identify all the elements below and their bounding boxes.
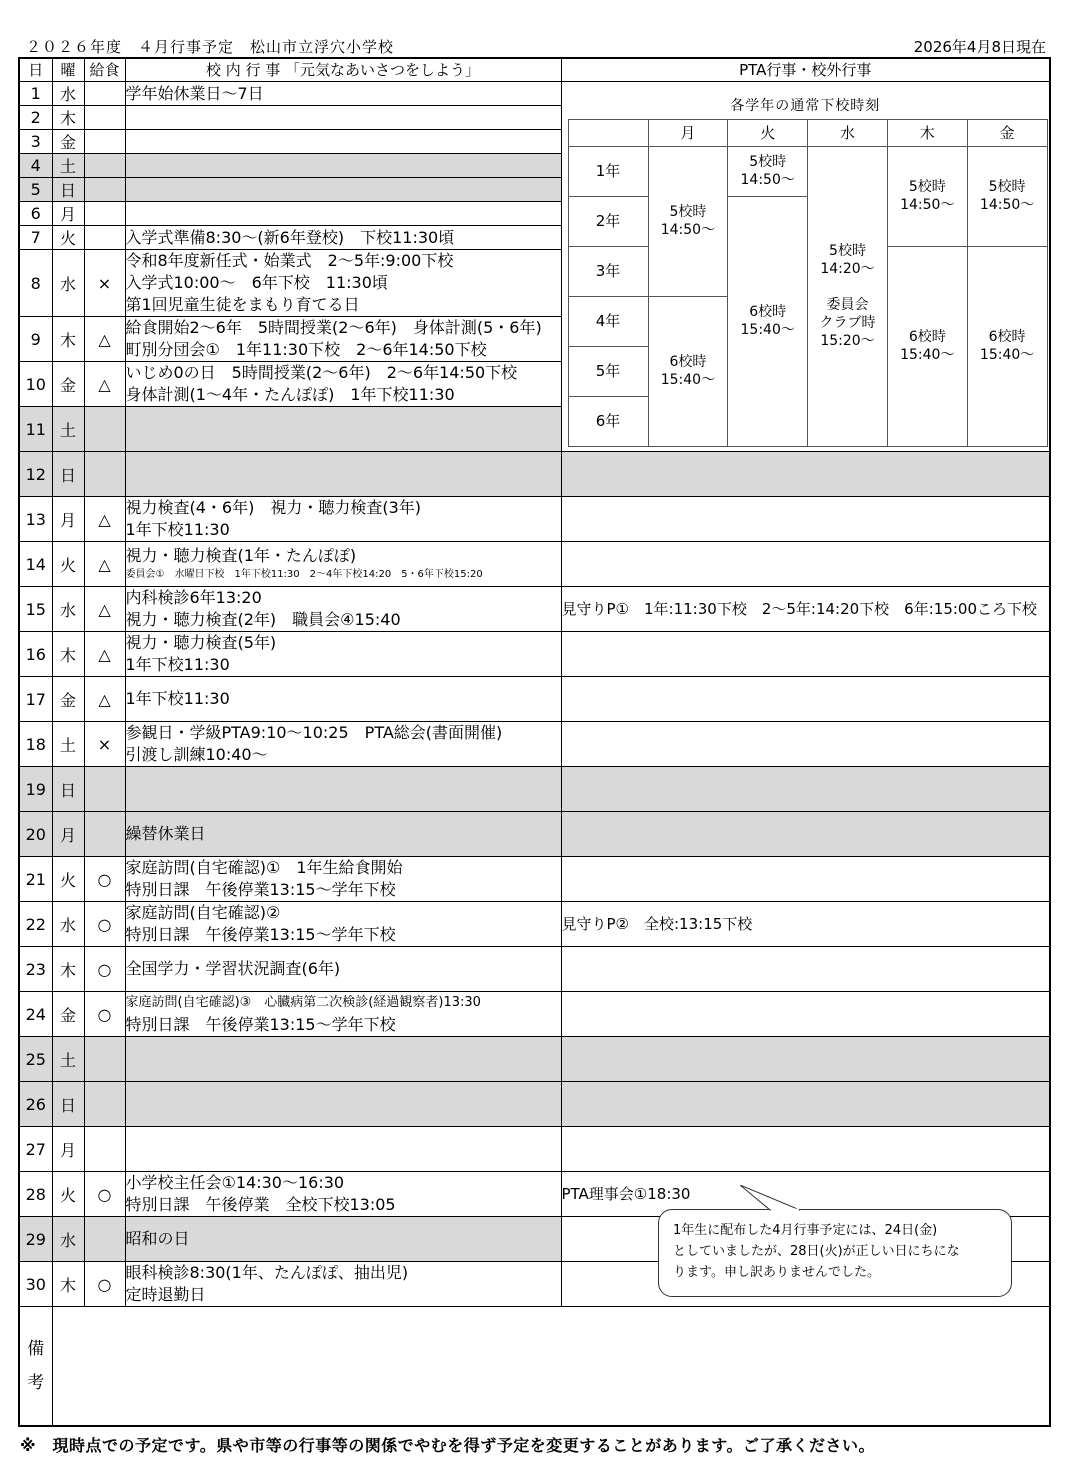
day-cell: 6 (19, 202, 52, 226)
lunch-cell: △ (84, 587, 125, 632)
thu-upper (887, 146, 967, 246)
table-row (19, 812, 1050, 857)
pta-cell (561, 1082, 1050, 1127)
timetable-weekday: 月 (648, 119, 728, 146)
event-text: 第1回児童生徒をまもり育てる日 (125, 295, 360, 314)
table-row (19, 1037, 1050, 1082)
event-cell (125, 154, 561, 178)
event-cell (125, 497, 561, 542)
timetable-text: 15:40～ (900, 347, 955, 363)
weekday-cell: 土 (52, 407, 84, 452)
event-text: いじめ0の日 5時間授業(2～6年) 2～6年14:50下校 (125, 363, 518, 382)
timetable-text: 5校時 (749, 154, 787, 170)
lunch-cell (84, 226, 125, 250)
col-weekday: 曜 (52, 58, 84, 82)
as-of-date: 2026年4月8日現在 (913, 38, 1046, 56)
col-events: 校 内 行 事 「元気なあいさつをしよう」 (125, 58, 561, 82)
event-cell (125, 1172, 561, 1217)
day-cell: 22 (19, 902, 52, 947)
weekday-cell: 火 (52, 542, 84, 587)
weekday-cell: 月 (52, 812, 84, 857)
lunch-cell: × (84, 722, 125, 767)
event-text: 入学式準備8:30～(新6年登校) 下校11:30頃 (125, 227, 455, 247)
weekday-cell: 水 (52, 902, 84, 947)
event-text: 内科検診6年13:20 (125, 588, 262, 607)
mon-upper (648, 146, 728, 296)
table-row (19, 677, 1050, 722)
lunch-cell (84, 452, 125, 497)
event-text: 家庭訪問(自宅確認)② (125, 903, 281, 922)
pta-cell (561, 632, 1050, 677)
event-text: 1年下校11:30 (125, 655, 230, 674)
day-cell: 10 (19, 362, 52, 407)
event-text: 昭和の日 (125, 1229, 190, 1248)
event-text: 入学式10:00～ 6年下校 11:30頃 (125, 273, 388, 292)
timetable-weekday: 火 (728, 119, 808, 146)
weekday-cell: 木 (52, 632, 84, 677)
day-cell: 2 (19, 106, 52, 130)
event-text: 家庭訪問(自宅確認)③ 心臓病第二次検診(経過観察者)13:30 (125, 995, 481, 1010)
remarks-label-char: 考 (27, 1373, 45, 1393)
callout-line: ります。申し訳ありませんでした。 (673, 1265, 880, 1280)
pta-cell (561, 677, 1050, 722)
timetable-text: 6校時 (988, 329, 1026, 345)
event-cell (125, 407, 561, 452)
timetable-text: 14:50～ (900, 197, 955, 213)
weekday-cell: 木 (52, 106, 84, 130)
day-cell: 7 (19, 226, 52, 250)
event-cell (125, 947, 561, 992)
day-cell: 8 (19, 250, 52, 317)
timetable-text: 15:40～ (979, 347, 1035, 363)
event-text: 視力検査(4・6年) 視力・聴力検査(3年) (125, 498, 422, 517)
event-text: 令和8年度新任式・始業式 2～5年:9:00下校 (125, 251, 454, 270)
lunch-cell (84, 767, 125, 812)
day-cell: 1 (19, 82, 52, 106)
grade-label: 3年 (568, 246, 648, 296)
weekday-cell: 木 (52, 1262, 84, 1307)
day-cell: 13 (19, 497, 52, 542)
weekday-cell: 金 (52, 362, 84, 407)
timetable-weekday: 金 (967, 119, 1047, 146)
weekday-cell: 金 (52, 130, 84, 154)
timetable-text: 6校時 (669, 354, 707, 370)
table-row (19, 1082, 1050, 1127)
table-row (19, 767, 1050, 812)
weekday-cell: 水 (52, 1217, 84, 1262)
event-cell (125, 1217, 561, 1262)
lunch-cell (84, 1127, 125, 1172)
grade-label: 6年 (568, 396, 648, 446)
lunch-cell: ○ (84, 857, 125, 902)
tue-lower (728, 196, 808, 446)
timetable-text: 14:50～ (660, 222, 716, 238)
dismissal-timetable (568, 119, 1048, 447)
table-row (19, 722, 1050, 767)
timetable-text: クラブ時 (819, 315, 876, 331)
callout-tail (740, 1185, 800, 1215)
weekday-cell: 月 (52, 202, 84, 226)
col-day: 日 (19, 58, 52, 82)
day-cell: 17 (19, 677, 52, 722)
event-cell (125, 82, 561, 106)
callout-line: としていましたが、28日(火)が正しい日にちにな (673, 1244, 960, 1259)
day-cell: 29 (19, 1217, 52, 1262)
correction-callout (658, 1209, 1012, 1297)
event-cell (125, 902, 561, 947)
event-subnote: 委員会① 水曜日下校 1年下校11:30 2～4年下校14:20 5・6年下校15:20 (125, 569, 483, 580)
lunch-cell: ○ (84, 947, 125, 992)
weekday-cell: 土 (52, 722, 84, 767)
timetable-corner (568, 119, 648, 146)
fri-upper (967, 146, 1047, 246)
timetable-text: 5校時 (988, 179, 1026, 195)
pta-cell (561, 722, 1050, 767)
day-cell: 4 (19, 154, 52, 178)
day-cell: 5 (19, 178, 52, 202)
weekday-cell: 土 (52, 154, 84, 178)
pta-text: 見守りP① 1年:11:30下校 2～5年:14:20下校 6年:15:00ころ下校 (561, 600, 1038, 618)
weekday-cell: 月 (52, 1127, 84, 1172)
event-text: 1年下校11:30 (125, 520, 230, 539)
event-text: 特別日課 午後停業 全校下校13:05 (125, 1195, 396, 1214)
event-text: 給食開始2～6年 5時間授業(2～6年) 身体計測(5・6年) (125, 318, 542, 337)
wed-cell (808, 146, 888, 446)
timetable-cell (561, 82, 1050, 452)
day-cell: 9 (19, 317, 52, 362)
event-cell (125, 812, 561, 857)
weekday-cell: 月 (52, 497, 84, 542)
event-text: 繰替休業日 (125, 824, 206, 843)
timetable-text: 14:20～ (820, 261, 875, 277)
event-cell (125, 178, 561, 202)
lunch-cell: ○ (84, 1262, 125, 1307)
event-text: 身体計測(1～4年・たんぽぽ) 1年下校11:30 (125, 385, 455, 404)
remarks-content (52, 1307, 1050, 1427)
timetable-text: 5校時 (908, 179, 946, 195)
event-cell (125, 992, 561, 1037)
event-cell (125, 362, 561, 407)
pta-cell (561, 587, 1050, 632)
pta-cell (561, 542, 1050, 587)
lunch-cell (84, 106, 125, 130)
event-cell (125, 106, 561, 130)
col-pta: PTA行事・校外行事 (561, 58, 1050, 82)
event-text: 定時退勤日 (125, 1285, 206, 1304)
lunch-cell (84, 82, 125, 106)
lunch-cell (84, 812, 125, 857)
timetable-text: 5校時 (669, 204, 707, 220)
day-cell: 11 (19, 407, 52, 452)
day-cell: 24 (19, 992, 52, 1037)
event-cell (125, 677, 561, 722)
timetable-text: 6校時 (749, 304, 787, 320)
grade-label: 4年 (568, 296, 648, 346)
event-cell (125, 1262, 561, 1307)
event-cell (125, 587, 561, 632)
pta-cell (561, 992, 1050, 1037)
event-text: 町別分団会① 1年11:30下校 2～6年14:50下校 (125, 340, 487, 359)
event-text: 視力・聴力検査(2年) 職員会④15:40 (125, 610, 401, 629)
weekday-cell: 日 (52, 452, 84, 497)
table-row (19, 82, 1050, 106)
event-cell (125, 632, 561, 677)
timetable-text: 5校時 (829, 243, 866, 259)
event-text: 参観日・学級PTA9:10～10:25 PTA総会(書面開催) (125, 723, 503, 742)
timetable-text: 14:50～ (740, 172, 795, 188)
timetable-title: 各学年の通常下校時刻 (730, 97, 881, 114)
table-row (19, 857, 1050, 902)
lunch-cell (84, 130, 125, 154)
event-text: 全国学力・学習状況調査(6年) (125, 959, 341, 978)
pta-cell (561, 452, 1050, 497)
lunch-cell: △ (84, 497, 125, 542)
weekday-cell: 金 (52, 992, 84, 1037)
fri-lower (967, 246, 1047, 446)
tue-upper (728, 146, 808, 196)
table-row (19, 632, 1050, 677)
grade-label: 2年 (568, 196, 648, 246)
weekday-cell: 日 (52, 178, 84, 202)
lunch-cell (84, 154, 125, 178)
weekday-cell: 日 (52, 767, 84, 812)
col-lunch: 給食 (84, 58, 125, 82)
event-text: 引渡し訓練10:40～ (125, 745, 268, 764)
event-text: 小学校主任会①14:30～16:30 (125, 1173, 345, 1192)
event-cell (125, 1082, 561, 1127)
day-cell: 15 (19, 587, 52, 632)
weekday-cell: 金 (52, 677, 84, 722)
mon-lower (648, 296, 728, 446)
day-cell: 3 (19, 130, 52, 154)
lunch-cell (84, 407, 125, 452)
weekday-cell: 日 (52, 1082, 84, 1127)
day-cell: 19 (19, 767, 52, 812)
weekday-cell: 火 (52, 1172, 84, 1217)
lunch-cell (84, 1037, 125, 1082)
pta-cell (561, 902, 1050, 947)
timetable-text (808, 278, 887, 296)
day-cell: 27 (19, 1127, 52, 1172)
day-cell: 30 (19, 1262, 52, 1307)
pta-text: 見守りP② 全校:13:15下校 (561, 915, 753, 933)
table-row (19, 902, 1050, 947)
timetable-weekday: 木 (887, 119, 967, 146)
event-cell (125, 202, 561, 226)
weekday-cell: 水 (52, 82, 84, 106)
lunch-cell: △ (84, 542, 125, 587)
pta-text: PTA理事会①18:30 (561, 1185, 691, 1203)
remarks-row (19, 1307, 1050, 1427)
header-row (19, 58, 1050, 82)
table-row (19, 947, 1050, 992)
weekday-cell: 土 (52, 1037, 84, 1082)
weekday-cell: 火 (52, 857, 84, 902)
thu-lower (887, 246, 967, 446)
event-cell (125, 1037, 561, 1082)
day-cell: 20 (19, 812, 52, 857)
event-cell (125, 1127, 561, 1172)
lunch-cell: △ (84, 632, 125, 677)
event-cell (125, 317, 561, 362)
timetable-weekday: 水 (808, 119, 888, 146)
timetable-text: 14:50～ (979, 197, 1035, 213)
remarks-label (19, 1307, 52, 1427)
pta-cell (561, 812, 1050, 857)
event-cell (125, 857, 561, 902)
event-cell (125, 130, 561, 154)
event-text: 特別日課 午後停業13:15～学年下校 (125, 1015, 396, 1034)
lunch-cell: △ (84, 317, 125, 362)
day-cell: 21 (19, 857, 52, 902)
day-cell: 25 (19, 1037, 52, 1082)
weekday-cell: 水 (52, 250, 84, 317)
day-cell: 18 (19, 722, 52, 767)
day-cell: 26 (19, 1082, 52, 1127)
day-cell: 16 (19, 632, 52, 677)
event-text: 家庭訪問(自宅確認)① 1年生給食開始 (125, 858, 403, 877)
table-row (19, 452, 1050, 497)
day-cell: 12 (19, 452, 52, 497)
lunch-cell: ○ (84, 992, 125, 1037)
weekday-cell: 木 (52, 947, 84, 992)
timetable-text: 15:20～ (820, 333, 875, 349)
lunch-cell: ○ (84, 902, 125, 947)
lunch-cell: ○ (84, 1172, 125, 1217)
event-cell (125, 767, 561, 812)
table-row (19, 587, 1050, 632)
pta-cell (561, 1037, 1050, 1082)
event-text: 眼科検診8:30(1年、たんぽぽ、抽出児) (125, 1263, 409, 1282)
event-text: 学年始休業日～7日 (125, 83, 264, 103)
event-cell (125, 542, 561, 587)
weekday-cell: 火 (52, 226, 84, 250)
lunch-cell (84, 1082, 125, 1127)
table-row (19, 1127, 1050, 1172)
grade-label: 5年 (568, 346, 648, 396)
page-title: ２０２６年度 ４月行事予定 松山市立浮穴小学校 (26, 38, 395, 56)
day-cell: 23 (19, 947, 52, 992)
table-row (19, 992, 1050, 1037)
weekday-cell: 木 (52, 317, 84, 362)
remarks-label-char: 備 (27, 1339, 45, 1359)
day-cell: 14 (19, 542, 52, 587)
weekday-cell: 水 (52, 587, 84, 632)
lunch-cell (84, 1217, 125, 1262)
lunch-cell: △ (84, 362, 125, 407)
pta-cell (561, 497, 1050, 542)
event-text: 1年下校11:30 (125, 689, 230, 708)
day-cell: 28 (19, 1172, 52, 1217)
callout-line: 1年生に配布した4月行事予定には、24日(金) (673, 1223, 938, 1238)
footer-note: ※ 現時点での予定です。県や市等の行事等の関係でやむを得ず予定を変更することがあります。ご了承ください。 (20, 1436, 875, 1455)
pta-cell (561, 947, 1050, 992)
table-row (19, 542, 1050, 587)
lunch-cell: × (84, 250, 125, 317)
event-text: 視力・聴力検査(5年) (125, 633, 277, 652)
pta-cell (561, 1127, 1050, 1172)
event-cell (125, 452, 561, 497)
event-cell (125, 226, 561, 250)
timetable-text: 15:40～ (740, 322, 795, 338)
lunch-cell (84, 178, 125, 202)
timetable-text: 15:40～ (660, 372, 716, 388)
lunch-cell (84, 202, 125, 226)
timetable-text: 委員会 (826, 297, 869, 313)
event-cell (125, 722, 561, 767)
timetable-text: 6校時 (908, 329, 946, 345)
event-cell (125, 250, 561, 317)
event-text: 視力・聴力検査(1年・たんぽぽ) (125, 546, 357, 565)
pta-cell (561, 767, 1050, 812)
event-text: 特別日課 午後停業13:15～学年下校 (125, 925, 396, 944)
grade-label: 1年 (568, 146, 648, 196)
table-row (19, 497, 1050, 542)
pta-cell (561, 857, 1050, 902)
lunch-cell: △ (84, 677, 125, 722)
event-text: 特別日課 午後停業13:15～学年下校 (125, 880, 396, 899)
